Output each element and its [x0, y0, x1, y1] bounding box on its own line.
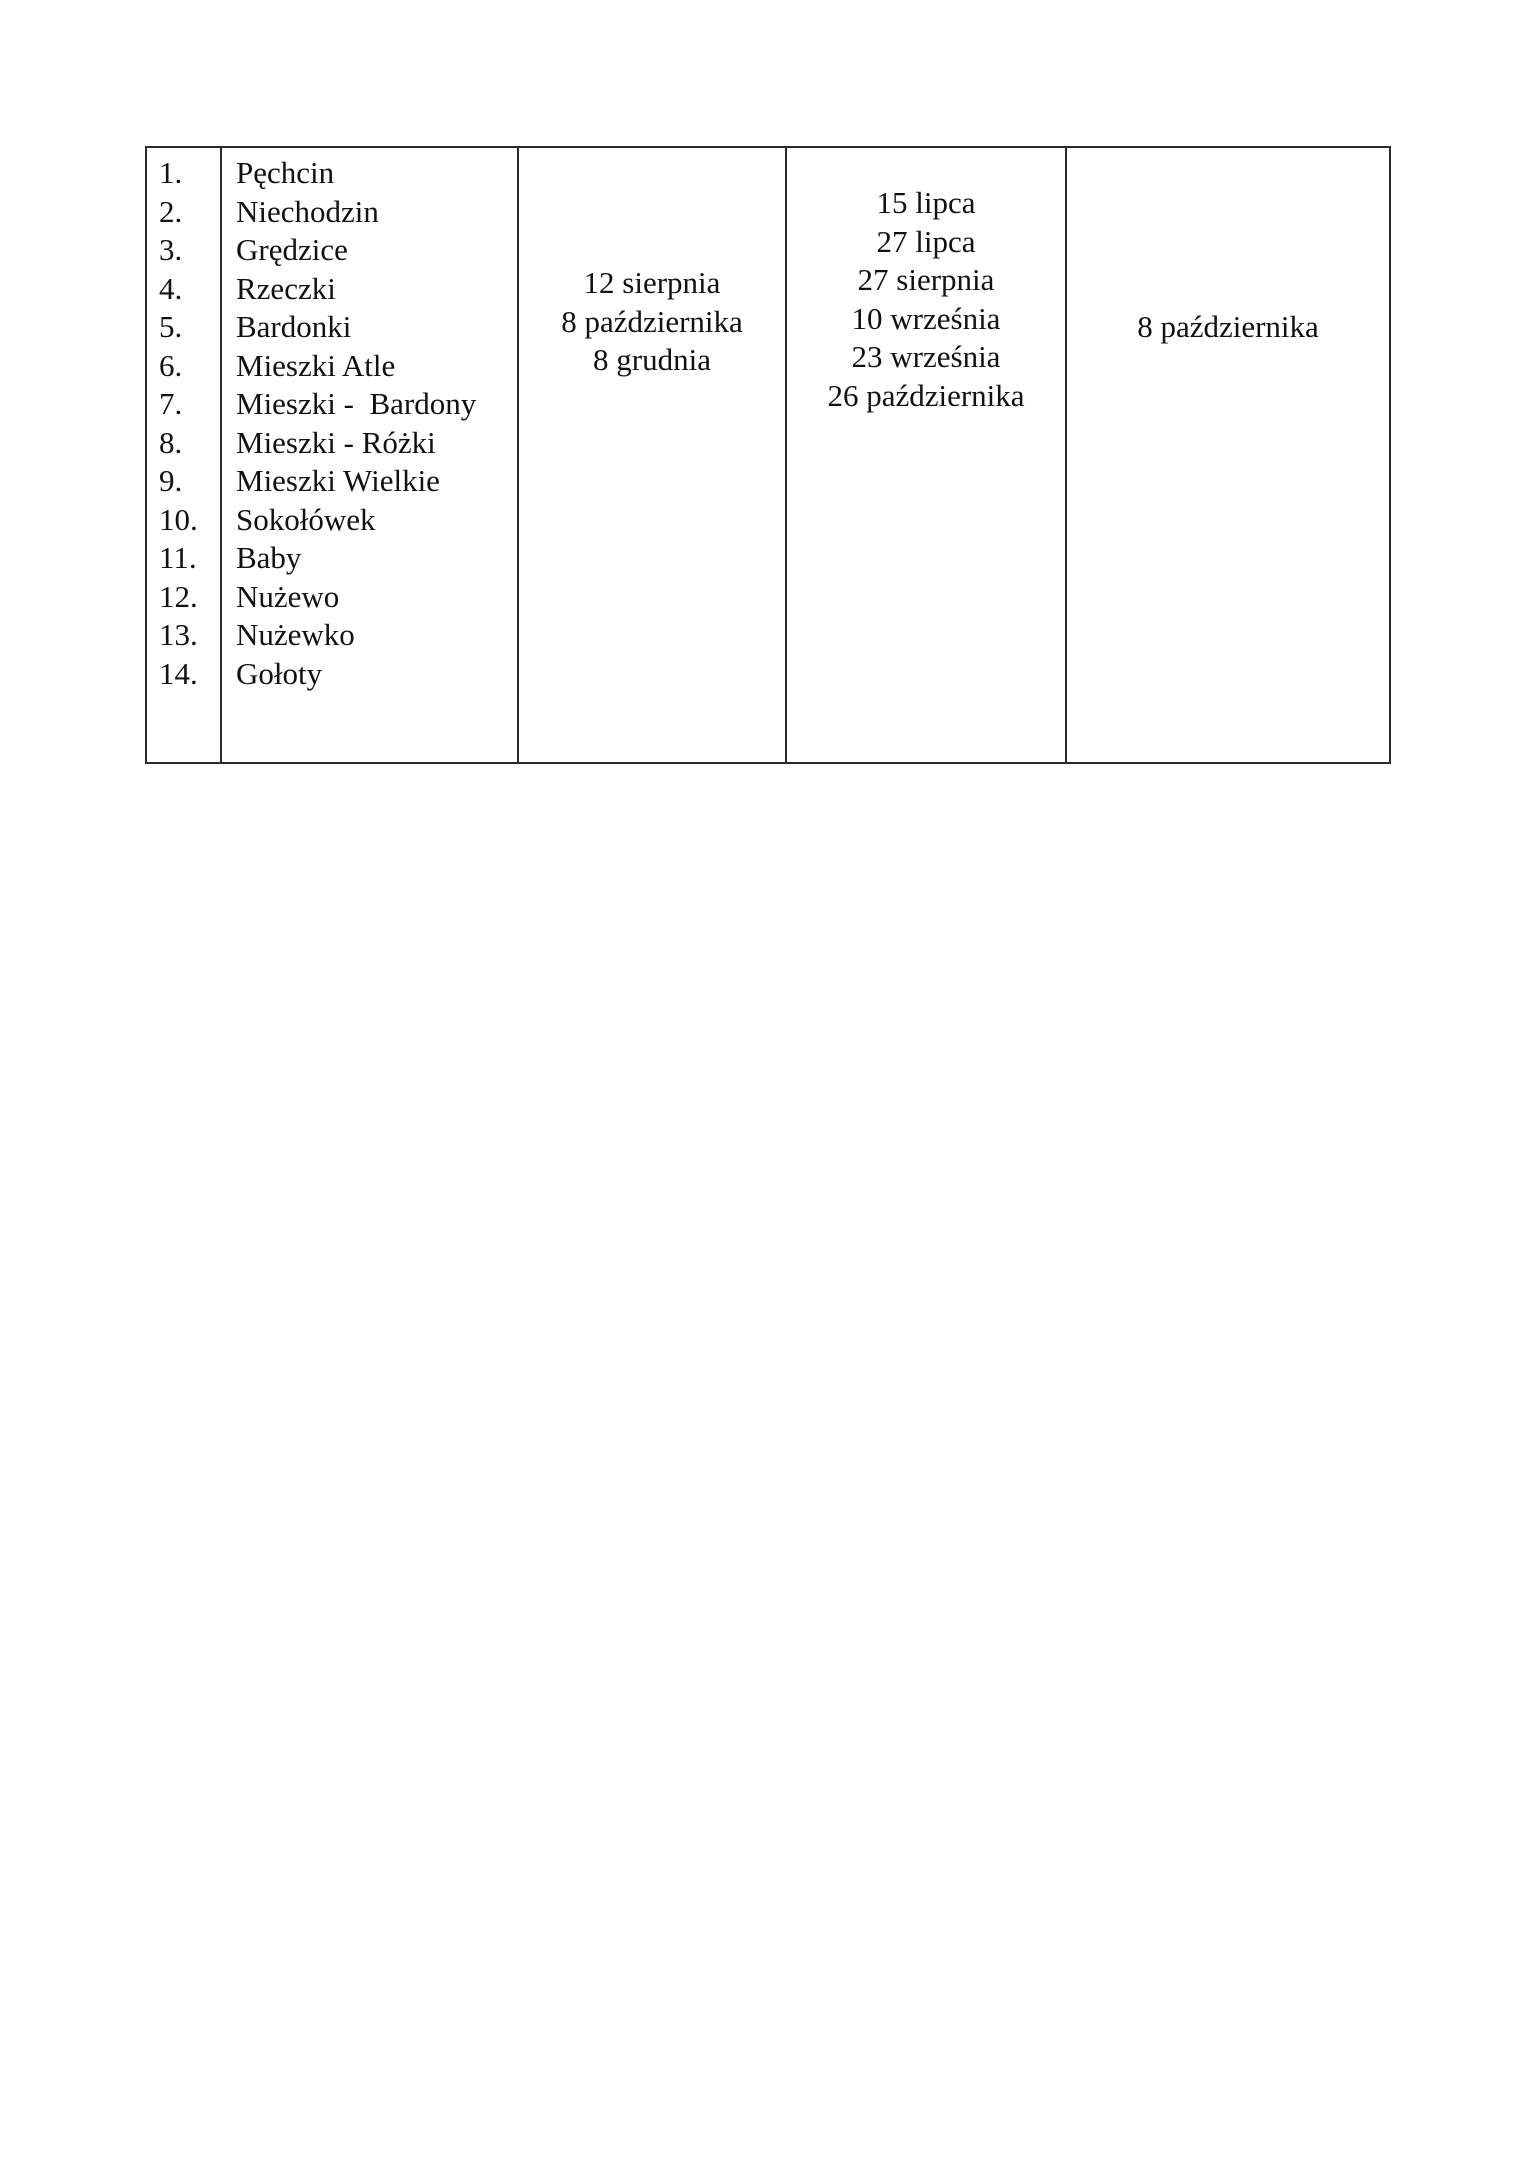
list-number: 7. — [159, 386, 183, 421]
locality-list — [222, 148, 517, 693]
number-list — [147, 148, 220, 693]
locality-name: Niechodzin — [236, 193, 379, 229]
list-number: 10. — [159, 501, 198, 537]
locality-name: Gołoty — [236, 655, 323, 691]
table-row — [146, 147, 1390, 763]
list-number: 11. — [159, 540, 197, 575]
list-number: 12. — [159, 578, 198, 614]
dates-list-c — [1067, 148, 1389, 347]
locality-name: Mieszki Wielkie — [236, 463, 440, 498]
date-entry: 8 października — [561, 303, 743, 339]
list-number: 3. — [159, 232, 183, 267]
locality-name: Nużewo — [236, 578, 340, 614]
list-number: 14. — [159, 655, 198, 691]
schedule-table — [145, 146, 1391, 764]
locality-name: Rzeczki — [236, 270, 336, 306]
locality-name: Mieszki - Różki — [236, 424, 436, 460]
date-entry: 27 lipca — [876, 223, 976, 259]
dates-column-a-cell — [518, 147, 786, 763]
list-number: 6. — [159, 347, 183, 383]
date-entry: 8 października — [1137, 309, 1319, 344]
dates-list-a — [519, 148, 785, 380]
locality-name: Mieszki - Bardony — [236, 386, 477, 421]
list-number: 13. — [159, 617, 198, 652]
date-entry: 15 lipca — [876, 185, 976, 220]
locality-name: Mieszki Atle — [236, 347, 396, 383]
locality-column-cell — [221, 147, 518, 763]
dates-column-c-cell — [1066, 147, 1390, 763]
locality-name: Baby — [236, 540, 302, 575]
dates-column-b-cell — [786, 147, 1066, 763]
locality-name: Grędzice — [236, 232, 348, 267]
date-entry: 12 sierpnia — [583, 265, 721, 300]
date-entry: 27 sierpnia — [857, 262, 995, 297]
dates-list-b — [787, 148, 1065, 415]
date-entry: 10 września — [851, 300, 1001, 336]
locality-name: Pęchcin — [236, 155, 335, 190]
list-number: 5. — [159, 309, 183, 344]
date-entry: 23 września — [851, 339, 1001, 374]
number-column-cell — [146, 147, 221, 763]
date-entry: 26 października — [827, 377, 1025, 413]
date-entry: 8 grudnia — [593, 342, 711, 377]
locality-name: Nużewko — [236, 617, 355, 652]
list-number: 8. — [159, 424, 183, 460]
list-number: 4. — [159, 270, 183, 306]
list-number: 9. — [159, 463, 183, 498]
list-number: 1. — [159, 155, 183, 190]
locality-name: Sokołówek — [236, 501, 376, 537]
list-number: 2. — [159, 193, 183, 229]
locality-name: Bardonki — [236, 309, 352, 344]
